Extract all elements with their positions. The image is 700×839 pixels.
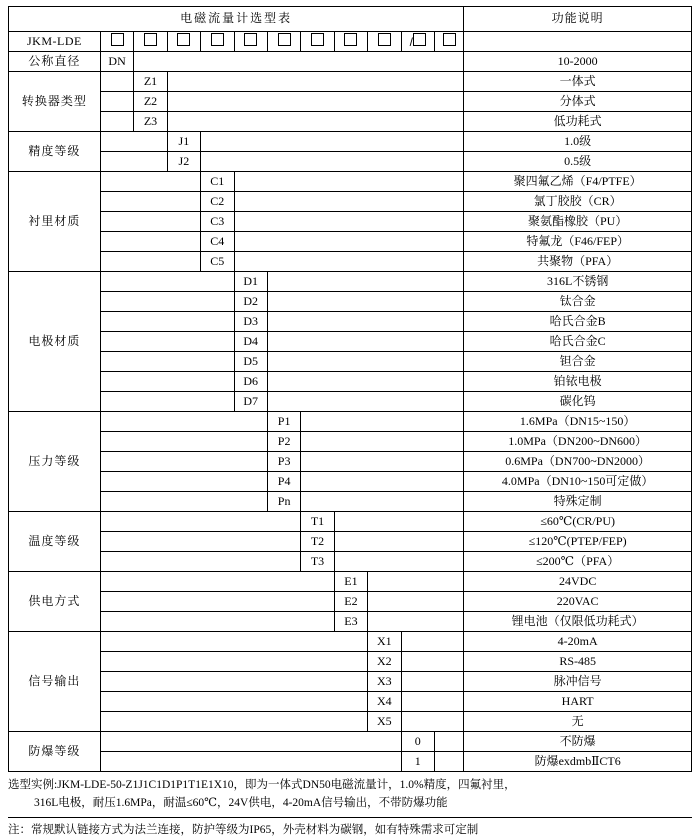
desc-p3: 0.6MPa（DN700~DN2000）: [464, 452, 692, 472]
code-c3[interactable]: C3: [201, 212, 234, 232]
blank-cell: [100, 212, 200, 232]
row-temperature-t1: [9, 512, 692, 532]
row-accuracy-j1: [9, 132, 692, 152]
blank-cell: [334, 512, 464, 532]
checkbox-icon: [413, 33, 426, 46]
blank-cell: [100, 592, 334, 612]
blank-cell: [100, 132, 167, 152]
code-box-10-slash[interactable]: [401, 32, 434, 52]
row-electrode-d4: [9, 332, 692, 352]
code-x2[interactable]: X2: [368, 652, 401, 672]
note-line: 注：常规默认链接方式为法兰连接，防护等级为IP65，外壳材料为碳钢，如有特殊需求可定制: [8, 823, 479, 836]
desc-d3: 哈氏合金B: [464, 312, 692, 332]
desc-d6: 铂铱电极: [464, 372, 692, 392]
row-electrode-d3: [9, 312, 692, 332]
blank-cell: [234, 172, 464, 192]
row-accuracy-j2: [9, 152, 692, 172]
blank-cell: [267, 372, 463, 392]
desc-x2: RS-485: [464, 652, 692, 672]
checkbox-icon: [311, 33, 324, 46]
desc-z3: 低功耗式: [464, 112, 692, 132]
desc-c4: 特氟龙（F46/FEP）: [464, 232, 692, 252]
row-pressure-pn: [9, 492, 692, 512]
blank-cell: [100, 552, 300, 572]
blank-cell: [234, 212, 464, 232]
blank-cell: [267, 392, 463, 412]
blank-cell: [100, 712, 367, 732]
blank-cell: [334, 552, 464, 572]
code-x1[interactable]: X1: [368, 632, 401, 652]
blank-cell: [267, 292, 463, 312]
code-box-7[interactable]: [301, 32, 334, 52]
row-converter-z1: [9, 72, 692, 92]
row-explosion-0: [9, 732, 692, 752]
row-electrode-d5: [9, 352, 692, 372]
category-explosion-proof: 防爆等级: [9, 732, 101, 772]
checkbox-icon: [111, 33, 124, 46]
code-box-1[interactable]: [100, 32, 133, 52]
desc-p1: 1.6MPa（DN15~150）: [464, 412, 692, 432]
row-temperature-t3: [9, 552, 692, 572]
code-box-8[interactable]: [334, 32, 367, 52]
desc-d5: 钽合金: [464, 352, 692, 372]
blank-cell: [434, 732, 463, 752]
blank-cell: [267, 352, 463, 372]
blank-cell: [100, 512, 300, 532]
code-p1[interactable]: P1: [267, 412, 300, 432]
code-j1[interactable]: J1: [167, 132, 200, 152]
checkbox-icon: [144, 33, 157, 46]
code-z1[interactable]: Z1: [134, 72, 167, 92]
row-explosion-1: [9, 752, 692, 772]
blank-cell: [234, 252, 464, 272]
blank-cell: [100, 532, 300, 552]
row-electrode-d2: [9, 292, 692, 312]
blank-cell: [167, 72, 464, 92]
code-t1[interactable]: T1: [301, 512, 334, 532]
desc-e2: 220VAC: [464, 592, 692, 612]
checkbox-icon: [244, 33, 257, 46]
desc-explosion-1: 防爆exdmbⅡCT6: [464, 752, 692, 772]
blank-cell: [234, 192, 464, 212]
blank-cell: [100, 152, 167, 172]
code-box-2[interactable]: [134, 32, 167, 52]
desc-j2: 0.5级: [464, 152, 692, 172]
code-t3[interactable]: T3: [301, 552, 334, 572]
desc-e1: 24VDC: [464, 572, 692, 592]
blank-cell: [368, 572, 464, 592]
blank-cell: [100, 452, 267, 472]
blank-cell: [267, 332, 463, 352]
blank-cell: [100, 172, 200, 192]
checkbox-icon: [443, 33, 456, 46]
blank-cell: [100, 332, 234, 352]
blank-cell: [401, 652, 464, 672]
code-z3[interactable]: Z3: [134, 112, 167, 132]
code-explosion-0[interactable]: 0: [401, 732, 434, 752]
desc-z2: 分体式: [464, 92, 692, 112]
blank-cell: [368, 612, 464, 632]
code-d3[interactable]: D3: [234, 312, 267, 332]
category-temperature-class: 温度等级: [9, 512, 101, 572]
code-pn[interactable]: Pn: [267, 492, 300, 512]
checkbox-icon: [211, 33, 224, 46]
blank-cell: [434, 752, 463, 772]
blank-cell: [201, 152, 464, 172]
model-code: JKM-LDE: [9, 32, 101, 52]
notes-section: [8, 777, 692, 839]
code-c2[interactable]: C2: [201, 192, 234, 212]
row-power-e3: [9, 612, 692, 632]
code-explosion-1[interactable]: 1: [401, 752, 434, 772]
code-box-11[interactable]: [434, 32, 463, 52]
desc-nominal-diameter: 10-2000: [464, 52, 692, 72]
code-box-9[interactable]: [368, 32, 401, 52]
example-line-2: 316L电极，耐压1.6MPa，耐温≤60℃，24V供电，4-20mA信号输出，不带防爆功能: [34, 796, 448, 809]
row-lining-c2: [9, 192, 692, 212]
blank-cell: [100, 692, 367, 712]
blank-cell: [134, 52, 464, 72]
desc-x4: HART: [464, 692, 692, 712]
code-e1[interactable]: E1: [334, 572, 367, 592]
row-signal-x1: [9, 632, 692, 652]
blank-cell: [267, 272, 463, 292]
code-dn[interactable]: DN: [100, 52, 133, 72]
desc-d2: 钛合金: [464, 292, 692, 312]
code-d7[interactable]: D7: [234, 392, 267, 412]
selection-table: [8, 6, 692, 772]
checkbox-icon: [177, 33, 190, 46]
row-converter-z2: [9, 92, 692, 112]
desc-t3: ≤200℃（PFA）: [464, 552, 692, 572]
desc-e3: 锂电池（仅限低功耗式）: [464, 612, 692, 632]
blank-cell: [100, 432, 267, 452]
blank-cell: [167, 92, 464, 112]
blank-cell: [100, 352, 234, 372]
row-lining-c1: [9, 172, 692, 192]
blank-cell: [301, 412, 464, 432]
category-converter-type: 转换器类型: [9, 72, 101, 132]
slash-separator: /: [409, 35, 413, 50]
desc-header: 功能说明: [464, 7, 692, 32]
code-d2[interactable]: D2: [234, 292, 267, 312]
code-d1[interactable]: D1: [234, 272, 267, 292]
blank-cell: [100, 252, 200, 272]
blank-cell: [100, 72, 133, 92]
desc-c3: 聚氨酯橡胶（PU）: [464, 212, 692, 232]
desc-x3: 脉冲信号: [464, 672, 692, 692]
blank-cell: [301, 472, 464, 492]
row-electrode-d1: [9, 272, 692, 292]
blank-cell: [100, 412, 267, 432]
category-pressure-class: 压力等级: [9, 412, 101, 512]
code-box-4[interactable]: [201, 32, 234, 52]
code-c4[interactable]: C4: [201, 232, 234, 252]
row-electrode-d7: [9, 392, 692, 412]
row-nominal-diameter: [9, 52, 692, 72]
category-nominal-diameter: 公称直径: [9, 52, 101, 72]
row-lining-c5: [9, 252, 692, 272]
category-power-supply: 供电方式: [9, 572, 101, 632]
blank-cell: [100, 292, 234, 312]
code-e2[interactable]: E2: [334, 592, 367, 612]
model-boxes-row: [9, 32, 692, 52]
category-lining-material: 衬里材质: [9, 172, 101, 272]
example-line-1: 选型实例:JKM-LDE-50-Z1J1C1D1P1T1E1X10，即为一体式DN50电磁流量计，1.0%精度，四氟衬里，: [8, 779, 516, 791]
desc-c5: 共聚物（PFA）: [464, 252, 692, 272]
code-p3[interactable]: P3: [267, 452, 300, 472]
blank-cell: [234, 232, 464, 252]
checkbox-icon: [278, 33, 291, 46]
blank-cell: [167, 112, 464, 132]
code-j2[interactable]: J2: [167, 152, 200, 172]
row-signal-x2: [9, 652, 692, 672]
desc-p4: 4.0MPa（DN10~150可定做）: [464, 472, 692, 492]
desc-x1: 4-20mA: [464, 632, 692, 652]
category-electrode-material: 电极材质: [9, 272, 101, 412]
code-x4[interactable]: X4: [368, 692, 401, 712]
category-signal-output: 信号输出: [9, 632, 101, 732]
checkbox-icon: [344, 33, 357, 46]
row-lining-c3: [9, 212, 692, 232]
code-d6[interactable]: D6: [234, 372, 267, 392]
desc-header-cell: [464, 32, 692, 52]
blank-cell: [100, 192, 200, 212]
blank-cell: [100, 312, 234, 332]
code-d5[interactable]: D5: [234, 352, 267, 372]
row-pressure-p4: [9, 472, 692, 492]
row-converter-z3: [9, 112, 692, 132]
blank-cell: [100, 392, 234, 412]
row-power-e1: [9, 572, 692, 592]
table-title: 电磁流量计选型表: [9, 7, 464, 32]
blank-cell: [100, 372, 234, 392]
desc-c2: 氯丁胶胶（CR）: [464, 192, 692, 212]
desc-pn: 特殊定制: [464, 492, 692, 512]
row-pressure-p1: [9, 412, 692, 432]
blank-cell: [334, 532, 464, 552]
code-p2[interactable]: P2: [267, 432, 300, 452]
row-lining-c4: [9, 232, 692, 252]
code-c5[interactable]: C5: [201, 252, 234, 272]
desc-x5: 无: [464, 712, 692, 732]
table-header-row: [9, 7, 692, 32]
code-z2[interactable]: Z2: [134, 92, 167, 112]
blank-cell: [100, 492, 267, 512]
row-power-e2: [9, 592, 692, 612]
blank-cell: [100, 732, 401, 752]
code-d4[interactable]: D4: [234, 332, 267, 352]
blank-cell: [100, 112, 133, 132]
code-box-6[interactable]: [267, 32, 300, 52]
blank-cell: [401, 712, 464, 732]
row-electrode-d6: [9, 372, 692, 392]
desc-d7: 碳化钨: [464, 392, 692, 412]
desc-t1: ≤60℃(CR/PU): [464, 512, 692, 532]
blank-cell: [100, 272, 234, 292]
category-accuracy-class: 精度等级: [9, 132, 101, 172]
desc-explosion-0: 不防爆: [464, 732, 692, 752]
row-temperature-t2: [9, 532, 692, 552]
blank-cell: [100, 612, 334, 632]
desc-p2: 1.0MPa（DN200~DN600）: [464, 432, 692, 452]
code-x5[interactable]: X5: [368, 712, 401, 732]
blank-cell: [401, 672, 464, 692]
code-x3[interactable]: X3: [368, 672, 401, 692]
row-pressure-p3: [9, 452, 692, 472]
blank-cell: [401, 632, 464, 652]
code-t2[interactable]: T2: [301, 532, 334, 552]
blank-cell: [267, 312, 463, 332]
blank-cell: [100, 472, 267, 492]
desc-d4: 哈氏合金C: [464, 332, 692, 352]
blank-cell: [100, 672, 367, 692]
checkbox-icon: [378, 33, 391, 46]
code-box-5[interactable]: [234, 32, 267, 52]
blank-cell: [301, 432, 464, 452]
blank-cell: [301, 452, 464, 472]
row-signal-x3: [9, 672, 692, 692]
desc-c1: 聚四氟乙烯（F4/PTFE）: [464, 172, 692, 192]
blank-cell: [368, 592, 464, 612]
code-p4[interactable]: P4: [267, 472, 300, 492]
code-box-3[interactable]: [167, 32, 200, 52]
code-c1[interactable]: C1: [201, 172, 234, 192]
notes-divider: [8, 817, 692, 818]
blank-cell: [100, 752, 401, 772]
blank-cell: [100, 652, 367, 672]
row-signal-x4: [9, 692, 692, 712]
code-e3[interactable]: E3: [334, 612, 367, 632]
blank-cell: [301, 492, 464, 512]
blank-cell: [100, 92, 133, 112]
desc-d1: 316L不锈钢: [464, 272, 692, 292]
blank-cell: [401, 692, 464, 712]
blank-cell: [100, 232, 200, 252]
blank-cell: [100, 572, 334, 592]
row-signal-x5: [9, 712, 692, 732]
desc-j1: 1.0级: [464, 132, 692, 152]
desc-z1: 一体式: [464, 72, 692, 92]
blank-cell: [201, 132, 464, 152]
desc-t2: ≤120℃(PTEP/FEP): [464, 532, 692, 552]
row-pressure-p2: [9, 432, 692, 452]
blank-cell: [100, 632, 367, 652]
